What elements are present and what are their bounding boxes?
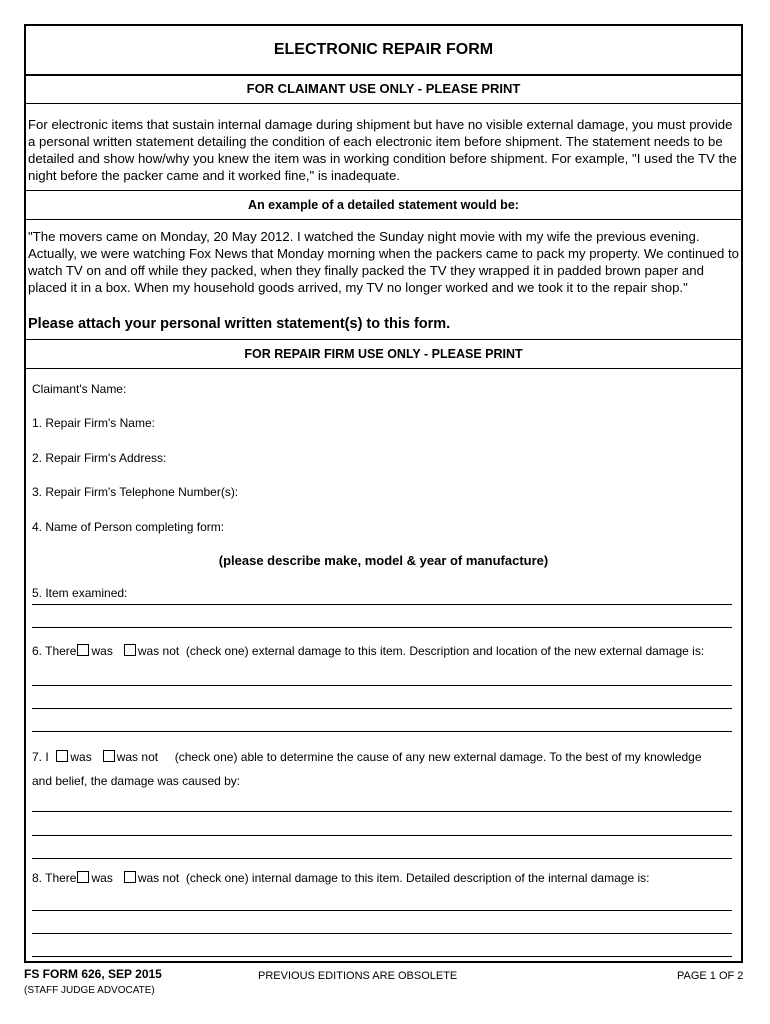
q6-was-not-checkbox[interactable] [124, 644, 136, 656]
intro-paragraph: For electronic items that sustain internal damage during shipment but have no visible external damage, you must provide a personal written statement detailing the condition of each electronic item before shipment. The statement needs to be detailed and show how/why you knew the item was in working condition before shipment. For example, "I used the TV the night before the packer came and it worked fine," is inadequate. [28, 117, 737, 183]
q6-was-not-label: was not [137, 644, 180, 658]
q8-was-checkbox[interactable] [77, 871, 89, 883]
claimant-name-field: Claimant's Name: [32, 382, 127, 396]
question-6-prefix: 6. There [32, 644, 77, 658]
editions-note: PREVIOUS EDITIONS ARE OBSOLETE [258, 970, 458, 982]
describe-note: (please describe make, model & year of manufacture) [218, 553, 549, 568]
q8-was-not-label: was not [137, 871, 180, 885]
item-examined-label: 5. Item examined: [32, 586, 128, 600]
q7-answer-line[interactable] [32, 858, 732, 859]
attach-note: Please attach your personal written statement(s) to this form. [28, 316, 451, 332]
q8-was-label: was [91, 871, 113, 885]
q6-answer-line[interactable] [32, 708, 732, 709]
repair-section-header: FOR REPAIR FIRM USE ONLY - PLEASE PRINT [26, 339, 741, 369]
question-8-prefix: 8. There [32, 871, 77, 885]
question-6 [32, 644, 704, 658]
q7-answer-line[interactable] [32, 811, 732, 812]
question-7-prefix: 7. I [32, 750, 49, 764]
q6-was-label: was [91, 644, 113, 658]
question-7-text: (check one) able to determine the cause of any new external damage. To the best of my knowledge [174, 750, 702, 764]
question-7 [32, 750, 702, 764]
question-8 [32, 871, 649, 885]
question-8-text: (check one) internal damage to this item. Detailed description of the internal damage is: [185, 871, 650, 885]
repair-firm-name-field: 1. Repair Firm's Name: [32, 416, 155, 430]
claimant-section-header: FOR CLAIMANT USE ONLY - PLEASE PRINT [26, 74, 741, 104]
q8-answer-line[interactable] [32, 910, 732, 911]
form-title: ELECTRONIC REPAIR FORM [26, 26, 741, 76]
repair-firm-address-field: 2. Repair Firm's Address: [32, 451, 167, 465]
q8-was-not-checkbox[interactable] [124, 871, 136, 883]
question-6-text: (check one) external damage to this item. Description and location of the new external damage is: [185, 644, 705, 658]
example-header: An example of a detailed statement would be: [26, 190, 741, 220]
q8-answer-line[interactable] [32, 956, 732, 957]
repair-firm-phone-field: 3. Repair Firm's Telephone Number(s): [32, 485, 239, 499]
q6-answer-line[interactable] [32, 685, 732, 686]
office-label: (STAFF JUDGE ADVOCATE) [24, 985, 155, 996]
item-examined-line[interactable] [32, 627, 732, 628]
q7-was-label: was [70, 750, 92, 764]
q6-answer-line[interactable] [32, 731, 732, 732]
page-number: PAGE 1 OF 2 [677, 970, 744, 982]
form-border [24, 24, 743, 963]
question-7-line2: and belief, the damage was caused by: [32, 774, 241, 788]
example-paragraph: "The movers came on Monday, 20 May 2012. I watched the Sunday night movie with my wife the previous evening. Actually, we were watching Fox News that Monday morning when the packers came to pack my property. We continued to watch TV on and off while they packed, when they finally packed the TV they wrapped it in padded brown paper and placed it in a box. When my household goods arrived, my TV no longer worked and we took it to the repair shop." [28, 229, 739, 295]
form-id: FS FORM 626, SEP 2015 [24, 967, 162, 981]
q7-was-checkbox[interactable] [56, 750, 68, 762]
q7-answer-line[interactable] [32, 835, 732, 836]
q6-was-checkbox[interactable] [77, 644, 89, 656]
q7-was-not-label: was not [116, 750, 159, 764]
q8-answer-line[interactable] [32, 933, 732, 934]
person-completing-field: 4. Name of Person completing form: [32, 520, 225, 534]
q7-was-not-checkbox[interactable] [103, 750, 115, 762]
item-examined-line[interactable] [32, 604, 732, 605]
